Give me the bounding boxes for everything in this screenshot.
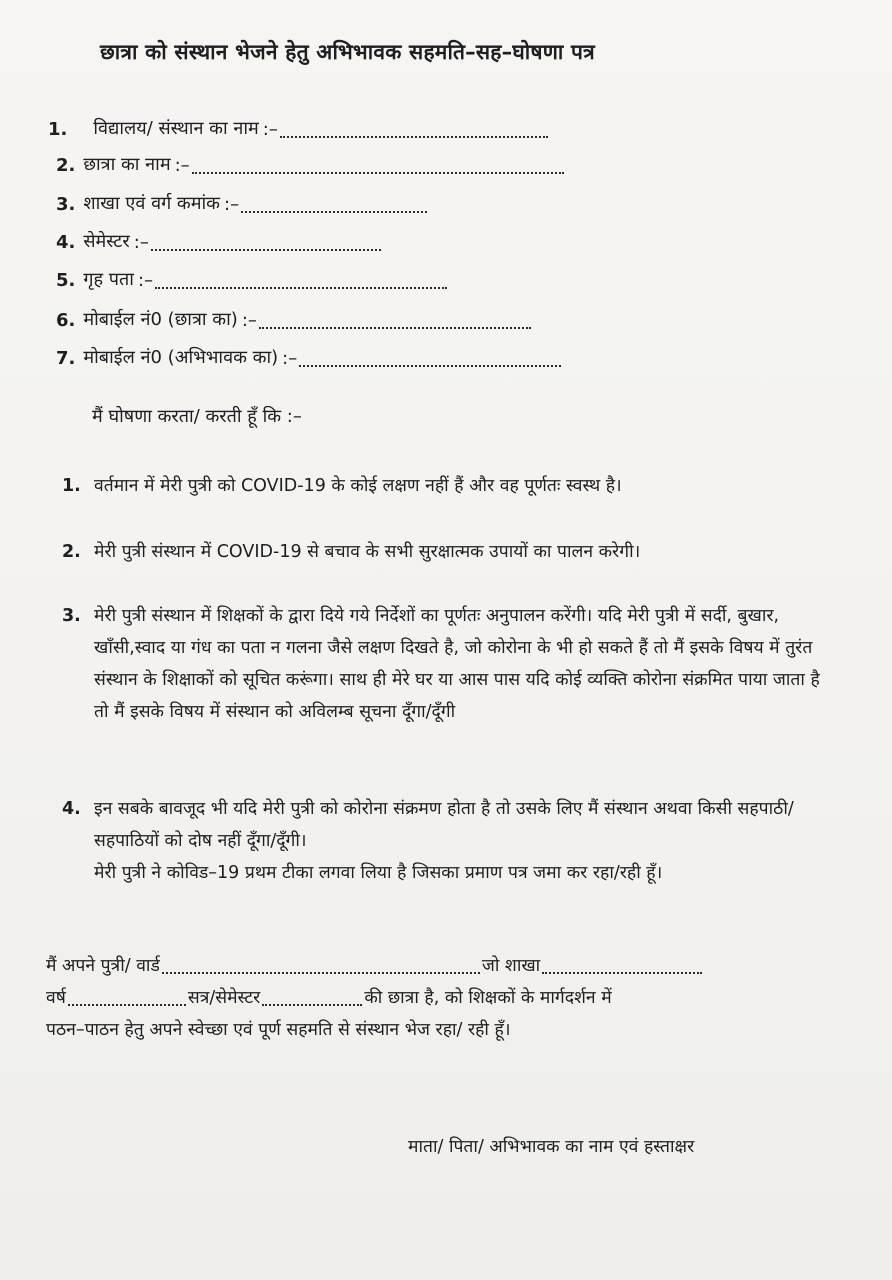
field-student-mobile bbox=[56, 305, 531, 331]
branch-blank[interactable] bbox=[542, 954, 702, 974]
declaration-number: 1. bbox=[62, 476, 81, 496]
consent-row-2 bbox=[46, 982, 826, 1014]
field-label: छात्रा का नाम bbox=[83, 154, 171, 175]
field-number: 3. bbox=[56, 194, 76, 215]
field-student-name bbox=[56, 150, 564, 176]
consent-text: पठन–पाठन हेतु अपने स्वेच्छा एवं पूर्ण सहमति से संस्थान भेज रहा/ रही हूँ। bbox=[46, 1020, 511, 1040]
consent-text: वर्ष bbox=[46, 988, 66, 1008]
field-number: 7. bbox=[56, 348, 76, 369]
field-guardian-mobile bbox=[56, 343, 561, 369]
declaration-item-3 bbox=[62, 600, 822, 728]
field-home-address bbox=[56, 265, 447, 291]
field-separator: :– bbox=[282, 348, 298, 369]
field-separator: :– bbox=[224, 194, 240, 215]
field-label: सेमेस्टर bbox=[83, 231, 130, 252]
field-separator: :– bbox=[174, 155, 190, 176]
declaration-item-1 bbox=[62, 470, 822, 502]
field-semester bbox=[56, 227, 381, 253]
field-number: 6. bbox=[56, 310, 76, 331]
consent-row-3 bbox=[46, 1014, 826, 1046]
consent-row-1 bbox=[46, 950, 826, 982]
declaration-text: इन सबके बावजूद भी यदि मेरी पुत्री को कोरोना संक्रमण होता है तो उसके लिए मैं संस्थान अथवा किसी सहपाठी/सहपाठियों को दोष नहीं दूँगा/दूँगी। bbox=[94, 799, 794, 851]
session-semester-blank[interactable] bbox=[262, 986, 362, 1006]
declaration-item-4 bbox=[62, 793, 822, 889]
signature-label: माता/ पिता/ अभिभावक का नाम एवं हस्ताक्षर bbox=[408, 1137, 695, 1157]
declaration-text: मेरी पुत्री संस्थान में शिक्षकों के द्वारा दिये गये निर्देशों का पूर्णतः अनुपालन करेंगी। यदि मेरी पुत्री में सर्दी, बुखार, खाँसी,स्वाद या गंध का पता न गलना जैसे लक्षण दिखते है, जो कोरोना के भी हो सकते हैं तो मैं इसके विषय में तुरंत संस्थान के शिक्षाकों को सूचित करूंगा। साथ ही मेरे घर या आस पास यदि कोई व्यक्ति कोरोना संक्रमित पाया जाता है तो मैं इसके विषय में संस्थान को अविलम्ब सूचना दूँगा/दूँगी bbox=[94, 606, 820, 722]
field-separator: :– bbox=[241, 310, 257, 331]
field-label: शाखा एवं वर्ग कमांक bbox=[83, 193, 221, 214]
field-separator: :– bbox=[137, 270, 154, 291]
branch-class-blank[interactable] bbox=[241, 193, 427, 213]
student-name-blank[interactable] bbox=[192, 154, 564, 174]
form-title: छात्रा को संस्थान भेजने हेतु अभिभावक सहमति–सह–घोषणा पत्र bbox=[100, 40, 595, 64]
declaration-vaccine-text: मेरी पुत्री ने कोविड–19 प्रथम टीका लगवा लिया है जिसका प्रमाण पत्र जमा कर रहा/रही हूँ। bbox=[94, 863, 663, 883]
field-label: गृह पता bbox=[83, 269, 134, 290]
student-mobile-blank[interactable] bbox=[259, 309, 531, 329]
ward-name-blank[interactable] bbox=[162, 954, 480, 974]
consent-text: जो शाखा bbox=[481, 956, 541, 976]
consent-statement bbox=[46, 950, 826, 1046]
field-branch-class bbox=[56, 189, 427, 215]
declaration-item-2 bbox=[62, 536, 822, 568]
field-number: 5. bbox=[56, 270, 76, 291]
field-label: मोबाईल नं0 (अभिभावक का) bbox=[83, 347, 279, 368]
field-number: 4. bbox=[56, 232, 76, 253]
field-separator: :– bbox=[133, 232, 149, 253]
declaration-intro: मैं घोषणा करता/ करती हूँ कि :– bbox=[92, 406, 302, 427]
field-number: 2. bbox=[56, 155, 76, 176]
year-blank[interactable] bbox=[68, 986, 186, 1006]
institution-name-blank[interactable] bbox=[280, 118, 548, 138]
consent-text: सत्र/सेमेस्टर bbox=[187, 988, 261, 1008]
declaration-text: वर्तमान में मेरी पुत्री को COVID-19 के कोई लक्षण नहीं हैं और वह पूर्णतः स्वस्थ है। bbox=[94, 476, 622, 496]
field-number: 1. bbox=[48, 119, 68, 140]
declaration-number: 3. bbox=[62, 606, 81, 626]
declaration-text: मेरी पुत्री संस्थान में COVID-19 से बचाव के सभी सुरक्षात्मक उपायों का पालन करेगी। bbox=[94, 542, 641, 562]
field-institution-name bbox=[48, 114, 548, 140]
declaration-number: 2. bbox=[62, 542, 81, 562]
field-separator: :– bbox=[262, 119, 278, 140]
home-address-blank[interactable] bbox=[155, 269, 447, 289]
consent-text: की छात्रा है, को शिक्षकों के मार्गदर्शन में bbox=[364, 988, 612, 1008]
field-label: विद्यालय/ संस्थान का नाम bbox=[93, 118, 259, 139]
consent-text: मैं अपने पुत्री/ वार्ड bbox=[46, 956, 160, 976]
guardian-mobile-blank[interactable] bbox=[299, 347, 561, 367]
field-label: मोबाईल नं0 (छात्रा का) bbox=[83, 309, 238, 330]
declaration-number: 4. bbox=[62, 799, 81, 819]
semester-blank[interactable] bbox=[151, 231, 381, 251]
